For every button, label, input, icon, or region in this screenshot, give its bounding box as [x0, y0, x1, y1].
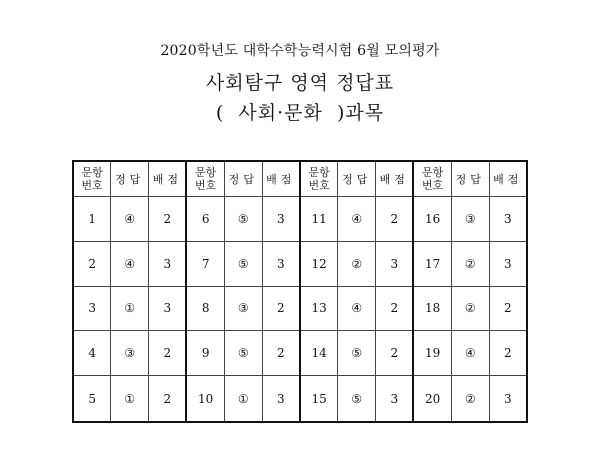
question-number: 1: [73, 197, 111, 242]
subject-area-title: 사회탐구 영역 정답표: [205, 72, 395, 94]
score-value: 3: [149, 241, 187, 286]
question-number: 13: [300, 286, 338, 331]
header-score: 배점: [149, 161, 187, 197]
score-value: 3: [262, 197, 300, 242]
exam-title: 2020학년도 대학수학능력시험 6월 모의평가: [160, 43, 440, 59]
header-answer: 정답: [338, 161, 376, 197]
header-answer: 정답: [451, 161, 489, 197]
answer-mark: ③: [224, 286, 262, 331]
header-number: [186, 161, 224, 197]
question-number: 8: [186, 286, 224, 331]
question-number: 18: [413, 286, 451, 331]
header-score: 배점: [489, 161, 527, 197]
question-number: 14: [300, 331, 338, 376]
score-value: 3: [489, 241, 527, 286]
score-value: 2: [262, 286, 300, 331]
header-number-line2: 번호: [195, 179, 217, 192]
table-header-row: [73, 161, 527, 197]
header-number: [73, 161, 111, 197]
answer-mark: ④: [111, 197, 149, 242]
score-value: 3: [262, 376, 300, 422]
score-value: 3: [376, 376, 414, 422]
question-number: 3: [73, 286, 111, 331]
answer-mark: ⑤: [338, 331, 376, 376]
question-number: 6: [186, 197, 224, 242]
table-row: [73, 376, 527, 422]
answer-mark: ⑤: [224, 197, 262, 242]
header-number-line1: 문항: [308, 166, 330, 179]
table-row: [73, 286, 527, 331]
answer-mark: ②: [451, 286, 489, 331]
score-value: 2: [489, 286, 527, 331]
table-body: [73, 197, 527, 423]
subject-close-paren: ): [336, 102, 346, 124]
answer-mark: ⑤: [224, 331, 262, 376]
score-value: 2: [489, 331, 527, 376]
question-number: 17: [413, 241, 451, 286]
score-value: 2: [376, 197, 414, 242]
answer-mark: ①: [224, 376, 262, 422]
subject-title: [0, 98, 600, 125]
answer-mark: ③: [451, 197, 489, 242]
header-number-line1: 문항: [195, 166, 217, 179]
answer-mark: ②: [338, 241, 376, 286]
score-value: 3: [489, 376, 527, 422]
header-score: 배점: [376, 161, 414, 197]
header-score: 배점: [262, 161, 300, 197]
header-number: [300, 161, 338, 197]
score-value: 3: [262, 241, 300, 286]
header-answer: 정답: [111, 161, 149, 197]
question-number: 5: [73, 376, 111, 422]
score-value: 3: [376, 241, 414, 286]
score-value: 2: [149, 197, 187, 242]
question-number: 10: [186, 376, 224, 422]
answer-mark: ①: [111, 376, 149, 422]
question-number: 15: [300, 376, 338, 422]
score-value: 2: [376, 331, 414, 376]
header-number-line2: 번호: [308, 179, 330, 192]
header-number-line2: 번호: [421, 179, 444, 192]
subject-name: 사회·문화: [238, 102, 323, 124]
answer-mark: ④: [338, 286, 376, 331]
score-value: 2: [376, 286, 414, 331]
header-number: [413, 161, 451, 197]
table-row: [73, 197, 527, 242]
question-number: 19: [413, 331, 451, 376]
table-row: [73, 331, 527, 376]
question-number: 9: [186, 331, 224, 376]
answer-mark: ②: [451, 241, 489, 286]
question-number: 16: [413, 197, 451, 242]
answer-mark: ④: [111, 241, 149, 286]
table-row: [73, 241, 527, 286]
score-value: 3: [149, 286, 187, 331]
score-value: 2: [262, 331, 300, 376]
score-value: 2: [149, 376, 187, 422]
answer-mark: ④: [451, 331, 489, 376]
subject-suffix: 과목: [345, 102, 385, 124]
answer-mark: ⑤: [338, 376, 376, 422]
answer-mark: ④: [338, 197, 376, 242]
answer-mark: ⑤: [224, 241, 262, 286]
header-number-line2: 번호: [81, 179, 103, 192]
question-number: 7: [186, 241, 224, 286]
answer-table: [72, 160, 528, 423]
answer-mark: ②: [451, 376, 489, 422]
question-number: 12: [300, 241, 338, 286]
header-number-line1: 문항: [421, 166, 444, 179]
answer-mark: ①: [111, 286, 149, 331]
score-value: 3: [489, 197, 527, 242]
header-number-line1: 문항: [81, 166, 103, 179]
subject-open-paren: (: [215, 102, 225, 124]
score-value: 2: [149, 331, 187, 376]
question-number: 11: [300, 197, 338, 242]
answer-mark: ③: [111, 331, 149, 376]
question-number: 4: [73, 331, 111, 376]
question-number: 2: [73, 241, 111, 286]
question-number: 20: [413, 376, 451, 422]
header-answer: 정답: [224, 161, 262, 197]
